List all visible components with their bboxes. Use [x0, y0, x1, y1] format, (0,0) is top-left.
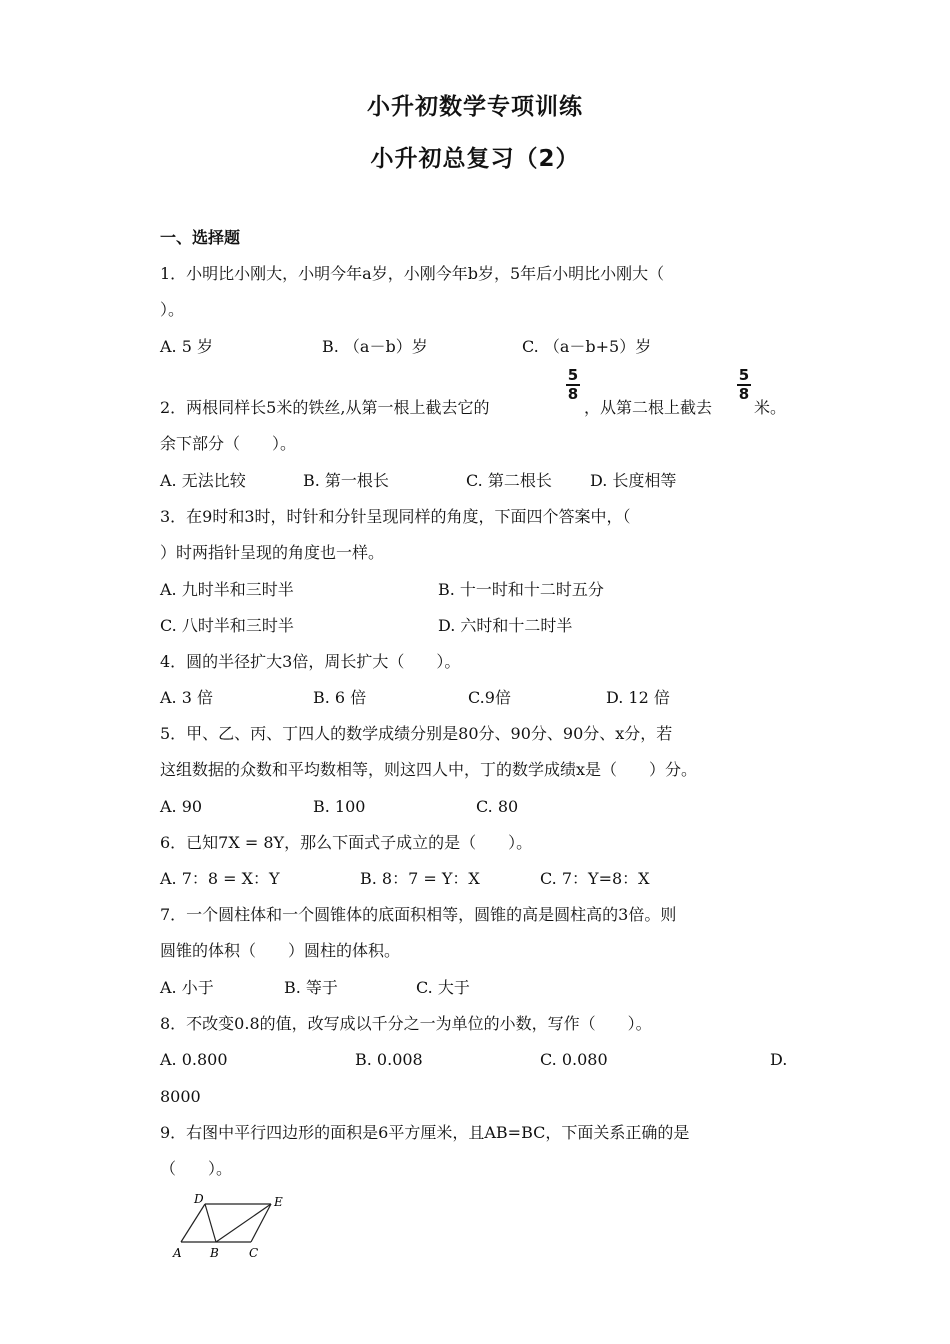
figure-edge-ce [251, 1204, 271, 1242]
figure-label-e: E [274, 1195, 283, 1209]
question-2-text-part1: 2．两根同样长5米的铁丝,从第一根上截去它的 [160, 398, 490, 417]
question-9-text: 9．右图中平行四边形的面积是6平方厘米，且AB=BC，下面关系正确的是 [160, 1123, 690, 1142]
question-8-option-a: A. 0.800 [160, 1050, 228, 1069]
question-2-text-cont: 余下部分（ ）。 [160, 434, 297, 453]
question-6-option-b: B. 8：7 = Y：X [360, 869, 480, 888]
figure-edge-bd [205, 1204, 216, 1242]
question-4-text: 4．圆的半径扩大3倍，周长扩大（ ）。 [160, 652, 461, 671]
question-5-text-cont: 这组数据的众数和平均数相等，则这四人中，丁的数学成绩x是（ ）分。 [160, 760, 698, 779]
question-1-text-cont: ）。 [160, 300, 185, 319]
question-8-option-c: C. 0.080 [540, 1050, 608, 1069]
figure-label-d: D [194, 1192, 204, 1206]
question-7-text-cont: 圆锥的体积（ ）圆柱的体积。 [160, 941, 401, 960]
question-2-text-part2: ，从第二根上截去 [584, 398, 713, 417]
question-4-option-b: B. 6 倍 [313, 688, 367, 707]
question-3-option-a: A. 九时半和三时半 [160, 580, 294, 599]
question-1-option-c: C. （a－b+5）岁 [522, 337, 652, 356]
question-8-option-d: D. [770, 1050, 788, 1069]
fraction-five-eighths-1 [566, 368, 580, 402]
question-1-text: 1．小明比小刚大，小明今年a岁，小刚今年b岁，5年后小明比小刚大（ [160, 264, 665, 283]
question-3-option-d: D. 六时和十二时半 [438, 616, 573, 635]
fraction-2-denominator: 8 [738, 385, 750, 403]
figure-edge-be [216, 1204, 271, 1242]
question-6-text: 6．已知7X = 8Y，那么下面式子成立的是（ ）。 [160, 833, 533, 852]
question-2-text-part3: 米。 [754, 398, 787, 417]
question-7-option-a: A. 小于 [160, 978, 214, 997]
page-subtitle: 小升初总复习（2） [370, 146, 580, 172]
question-2-option-b: B. 第一根长 [303, 471, 389, 490]
question-5-text: 5．甲、乙、丙、丁四人的数学成绩分别是80分、90分、90分、x分，若 [160, 724, 673, 743]
question-8-text: 8．不改变0.8的值，改写成以千分之一为单位的小数，写作（ ）。 [160, 1014, 652, 1033]
question-7-option-b: B. 等于 [284, 978, 338, 997]
question-8-option-b: B. 0.008 [355, 1050, 423, 1069]
figure-label-c: C [249, 1246, 259, 1260]
question-3-text: 3．在9时和3时，时针和分针呈现同样的角度，下面四个答案中，（ [160, 507, 631, 526]
fraction-2-numerator: 5 [738, 366, 750, 384]
question-1-option-b: B. （a－b）岁 [322, 337, 428, 356]
question-2-option-d: D. 长度相等 [590, 471, 677, 490]
question-5-option-a: A. 90 [160, 797, 203, 816]
question-8-option-d-value: 8000 [160, 1087, 201, 1106]
question-2-option-a: A. 无法比较 [160, 471, 246, 490]
question-4-option-c: C.9倍 [468, 688, 511, 707]
question-6-option-a: A. 7：8 = X：Y [160, 869, 280, 888]
section-heading: 一、选择题 [160, 228, 241, 247]
fraction-1-numerator: 5 [567, 366, 579, 384]
question-5-option-c: C. 80 [476, 797, 519, 816]
question-3-option-b: B. 十一时和十二时五分 [438, 580, 604, 599]
figure-label-b: B [210, 1246, 219, 1260]
question-1-option-a: A. 5 岁 [160, 337, 213, 356]
question-7-option-c: C. 大于 [416, 978, 470, 997]
question-3-text-cont: ）时两指针呈现的角度也一样。 [160, 543, 385, 562]
question-3-option-c: C. 八时半和三时半 [160, 616, 294, 635]
figure-edge-ad [181, 1204, 205, 1242]
question-5-option-b: B. 100 [313, 797, 366, 816]
page-title: 小升初数学专项训练 [367, 94, 583, 120]
parallelogram-figure [165, 1190, 290, 1265]
question-4-option-d: D. 12 倍 [606, 688, 670, 707]
question-9-text-cont: （ ）。 [160, 1159, 233, 1178]
question-2-option-c: C. 第二根长 [466, 471, 552, 490]
question-6-option-c: C. 7：Y=8：X [540, 869, 650, 888]
fraction-five-eighths-2 [737, 368, 751, 402]
fraction-1-denominator: 8 [567, 385, 579, 403]
figure-label-a: A [173, 1246, 182, 1260]
question-4-option-a: A. 3 倍 [160, 688, 213, 707]
question-7-text: 7．一个圆柱体和一个圆锥体的底面积相等，圆锥的高是圆柱高的3倍。则 [160, 905, 677, 924]
